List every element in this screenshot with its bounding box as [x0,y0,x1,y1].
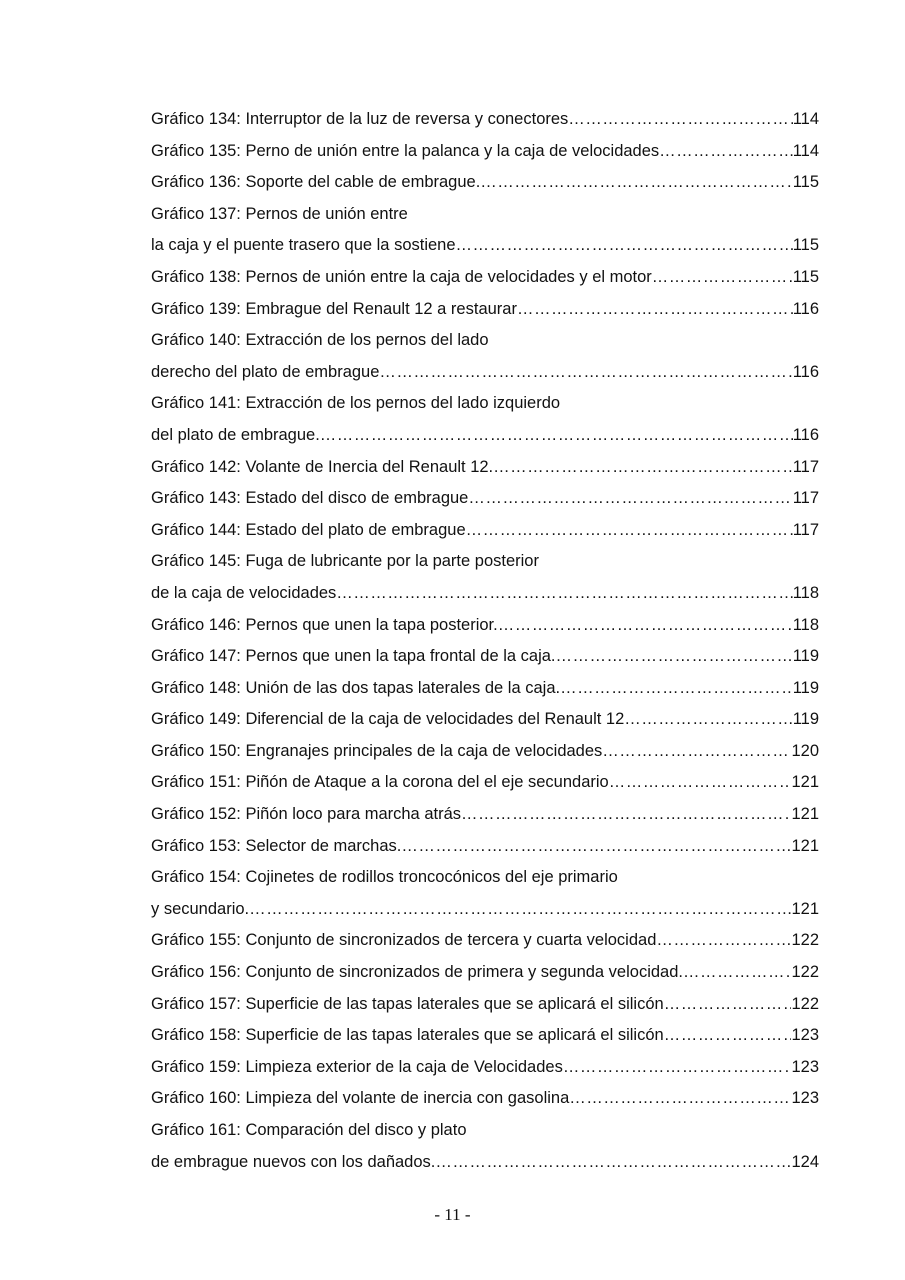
toc-entry-title: Gráfico 161: Comparación del disco y plato [151,1121,467,1139]
toc-entry-page: 123 [791,1026,819,1045]
toc-entry [151,104,819,136]
toc-entry [151,1083,819,1115]
toc-entry-title: Gráfico 158: Superficie de las tapas laterales que se aplicará el silicón [151,1026,664,1045]
toc-leader-dots [652,262,793,294]
toc-entry [151,167,819,199]
toc-entry-title: Gráfico 143: Estado del disco de embrague [151,489,469,508]
toc-entry [151,1020,819,1052]
toc-entry-title: Gráfico 137: Pernos de unión entre [151,204,408,223]
toc-entry-title: Gráfico 140: Extracción de los pernos del lado [151,331,489,350]
toc-entry-title: Gráfico 150: Engranajes principales de la caja de velocidades [151,741,603,760]
toc-entry-page: 117 [792,457,819,476]
toc-leader-dots [401,831,791,863]
toc-leader-dots [468,483,792,515]
toc-leader-dots [517,294,793,326]
toc-entry-page: 114 [792,141,819,160]
toc-entry-title: Gráfico 156: Conjunto de sincronizados de primera y segunda velocidad. [151,963,683,982]
toc-entry [151,546,819,578]
toc-entry-title: y secundario. [151,899,250,918]
toc-entry-page: 119 [792,710,819,729]
toc-entry-title: Gráfico 139: Embrague del Renault 12 a restaurar [151,299,517,318]
toc-entry-page: 121 [791,836,819,855]
toc-entry [151,515,819,547]
toc-entry-page: 119 [792,678,819,697]
toc-entry-page: 114 [792,110,819,128]
toc-leader-dots [664,989,792,1021]
page-number: - 11 - [434,1205,471,1224]
toc-leader-dots [249,894,791,926]
toc-entry-page: 117 [792,489,819,508]
toc-entry-title: Gráfico 146: Pernos que unen la tapa posterior. [151,615,498,634]
toc-entry-page: 122 [791,931,819,950]
toc-entry [151,799,819,831]
list-of-figures [151,104,819,1178]
toc-entry [151,925,819,957]
toc-entry-page: 121 [791,805,819,824]
toc-entry-page: 122 [791,963,819,982]
toc-entry-title: de embrague nuevos con los dañados. [151,1152,436,1171]
toc-entry [151,767,819,799]
toc-leader-dots [320,420,793,452]
toc-entry [151,673,819,705]
toc-entry-title: Gráfico 153: Selector de marchas. [151,836,402,855]
toc-leader-dots [560,673,793,705]
toc-entry-title: la caja y el puente trasero que la sostiene [151,236,456,255]
toc-leader-dots [480,167,792,199]
toc-entry-title: Gráfico 136: Soporte del cable de embrague. [151,173,481,192]
toc-entry [151,862,819,894]
toc-entry [151,483,819,515]
toc-entry [151,831,819,863]
toc-entry-title: Gráfico 138: Pernos de unión entre la caja de velocidades y el motor [151,267,652,286]
toc-entry-title: Gráfico 160: Limpieza del volante de inercia con gasolina [151,1089,570,1108]
toc-leader-dots [659,136,793,168]
toc-entry-title: Gráfico 144: Estado del plato de embrague [151,520,466,539]
toc-entry-title: Gráfico 152: Piñón loco para marcha atrás [151,805,461,824]
toc-entry-page: 120 [791,741,819,760]
toc-entry [151,420,819,452]
toc-entry [151,1052,819,1084]
toc-leader-dots [602,736,791,768]
toc-entry [151,452,819,484]
toc-entry [151,357,819,389]
toc-leader-dots [683,957,791,989]
toc-entry-page: 116 [792,299,819,318]
toc-leader-dots [336,578,792,610]
toc-entry [151,388,819,420]
toc-entry-title: Gráfico 148: Unión de las dos tapas laterales de la caja. [151,678,561,697]
toc-entry-title: Gráfico 142: Volante de Inercia del Renault 12. [151,457,494,476]
toc-leader-dots [493,452,793,484]
toc-entry-title: Gráfico 149: Diferencial de la caja de velocidades del Renault 12 [151,710,625,729]
toc-entry [151,610,819,642]
toc-entry-page: 116 [792,425,819,444]
toc-entry-page: 115 [792,236,819,255]
toc-entry-title: Gráfico 141: Extracción de los pernos del lado izquierdo [151,394,561,413]
toc-entry-page: 123 [791,1089,819,1108]
toc-leader-dots [498,610,793,642]
toc-entry-title: Gráfico 157: Superficie de las tapas laterales que se aplicará el silicón [151,994,664,1013]
toc-leader-dots [461,799,791,831]
toc-entry-page: 123 [791,1057,819,1076]
toc-entry-title: derecho del plato de embrague [151,362,380,381]
toc-entry-page: 118 [792,583,819,602]
toc-leader-dots [466,515,793,547]
toc-entry-page: 116 [792,362,819,381]
toc-leader-dots [379,357,792,389]
toc-leader-dots [563,1052,792,1084]
toc-leader-dots [609,767,792,799]
toc-entry-title: Gráfico 135: Perno de unión entre la palanca y la caja de velocidades [151,141,660,160]
toc-entry [151,199,819,231]
toc-leader-dots [556,641,793,673]
toc-entry [151,262,819,294]
toc-entry-page: 118 [792,615,819,634]
toc-leader-dots [435,1147,791,1179]
toc-entry [151,578,819,610]
toc-entry [151,957,819,989]
toc-entry-title: de la caja de velocidades [151,583,337,602]
toc-entry [151,989,819,1021]
toc-leader-dots [656,925,791,957]
toc-entry [151,704,819,736]
toc-entry-page: 119 [792,647,819,666]
toc-entry-title: Gráfico 159: Limpieza exterior de la caja de Velocidades [151,1057,563,1076]
toc-entry [151,230,819,262]
toc-entry [151,325,819,357]
toc-entry-page: 115 [792,173,819,192]
toc-entry-title: Gráfico 147: Pernos que unen la tapa frontal de la caja. [151,647,556,666]
toc-leader-dots [568,104,792,136]
toc-leader-dots [664,1020,792,1052]
toc-entry [151,641,819,673]
toc-leader-dots [569,1083,791,1115]
toc-entry [151,894,819,926]
toc-entry [151,1147,819,1179]
toc-leader-dots [624,704,792,736]
toc-entry [151,294,819,326]
toc-entry-title: Gráfico 154: Cojinetes de rodillos troncocónicos del eje primario [151,868,618,887]
toc-entry-page: 121 [791,773,819,792]
toc-entry [151,736,819,768]
toc-leader-dots [456,230,793,262]
toc-entry-page: 122 [791,994,819,1013]
toc-entry [151,136,819,168]
toc-entry-title: Gráfico 151: Piñón de Ataque a la corona del el eje secundario [151,773,609,792]
toc-entry [151,1115,819,1147]
toc-entry-page: 124 [791,1152,819,1171]
toc-entry-title: Gráfico 145: Fuga de lubricante por la parte posterior [151,552,539,571]
toc-entry-title: Gráfico 155: Conjunto de sincronizados de tercera y cuarta velocidad [151,931,657,950]
toc-entry-page: 115 [792,267,819,286]
toc-entry-title: Gráfico 134: Interruptor de la luz de reversa y conectores [151,110,569,128]
toc-entry-page: 117 [792,520,819,539]
toc-entry-title: del plato de embrague. [151,425,320,444]
toc-entry-page: 121 [791,899,819,918]
